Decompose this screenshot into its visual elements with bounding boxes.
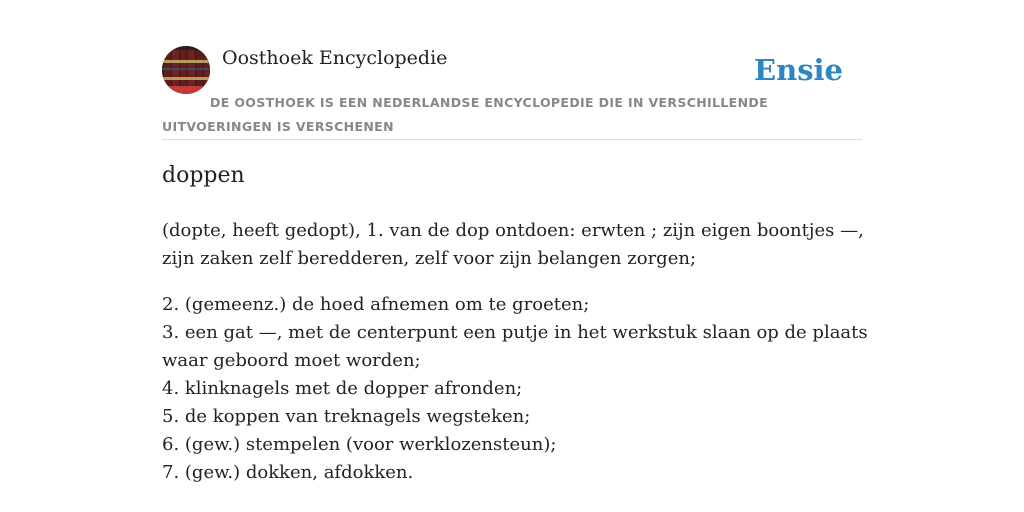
brand-logo[interactable]: Ensie bbox=[754, 53, 843, 87]
definition-senses bbox=[162, 291, 867, 487]
definition-intro: (dopte, heeft gedopt), 1. van de dop ontdoen: erwten ; zijn eigen boontjes —, zijn zaken zelf beredderen, zelf voor zijn belangen zorgen; bbox=[162, 220, 864, 269]
sense-line: 6. (gew.) stempelen (voor werklozensteun); bbox=[162, 434, 557, 455]
sense-line: waar geboord moet worden; bbox=[162, 350, 421, 371]
source-header bbox=[162, 46, 862, 140]
sense-line: 5. de koppen van treknagels wegsteken; bbox=[162, 406, 531, 427]
source-description: DE OOSTHOEK IS EEN NEDERLANDSE ENCYCLOPEDIE DIE IN VERSCHILLENDE UITVOERINGEN IS VERSCHENEN bbox=[162, 95, 768, 134]
source-name[interactable]: Oosthoek Encyclopedie bbox=[222, 47, 448, 69]
sense-line: 7. (gew.) dokken, afdokken. bbox=[162, 462, 414, 483]
encyclopedia-books-icon bbox=[162, 46, 210, 94]
sense-line: 4. klinknagels met de dopper afronden; bbox=[162, 378, 523, 399]
entry-definition bbox=[162, 217, 867, 487]
sense-line: 2. (gemeenz.) de hoed afnemen om te groeten; bbox=[162, 294, 590, 315]
sense-line: 3. een gat —, met de centerpunt een putje in het werkstuk slaan op de plaats bbox=[162, 322, 868, 343]
entry-term: doppen bbox=[162, 163, 245, 188]
